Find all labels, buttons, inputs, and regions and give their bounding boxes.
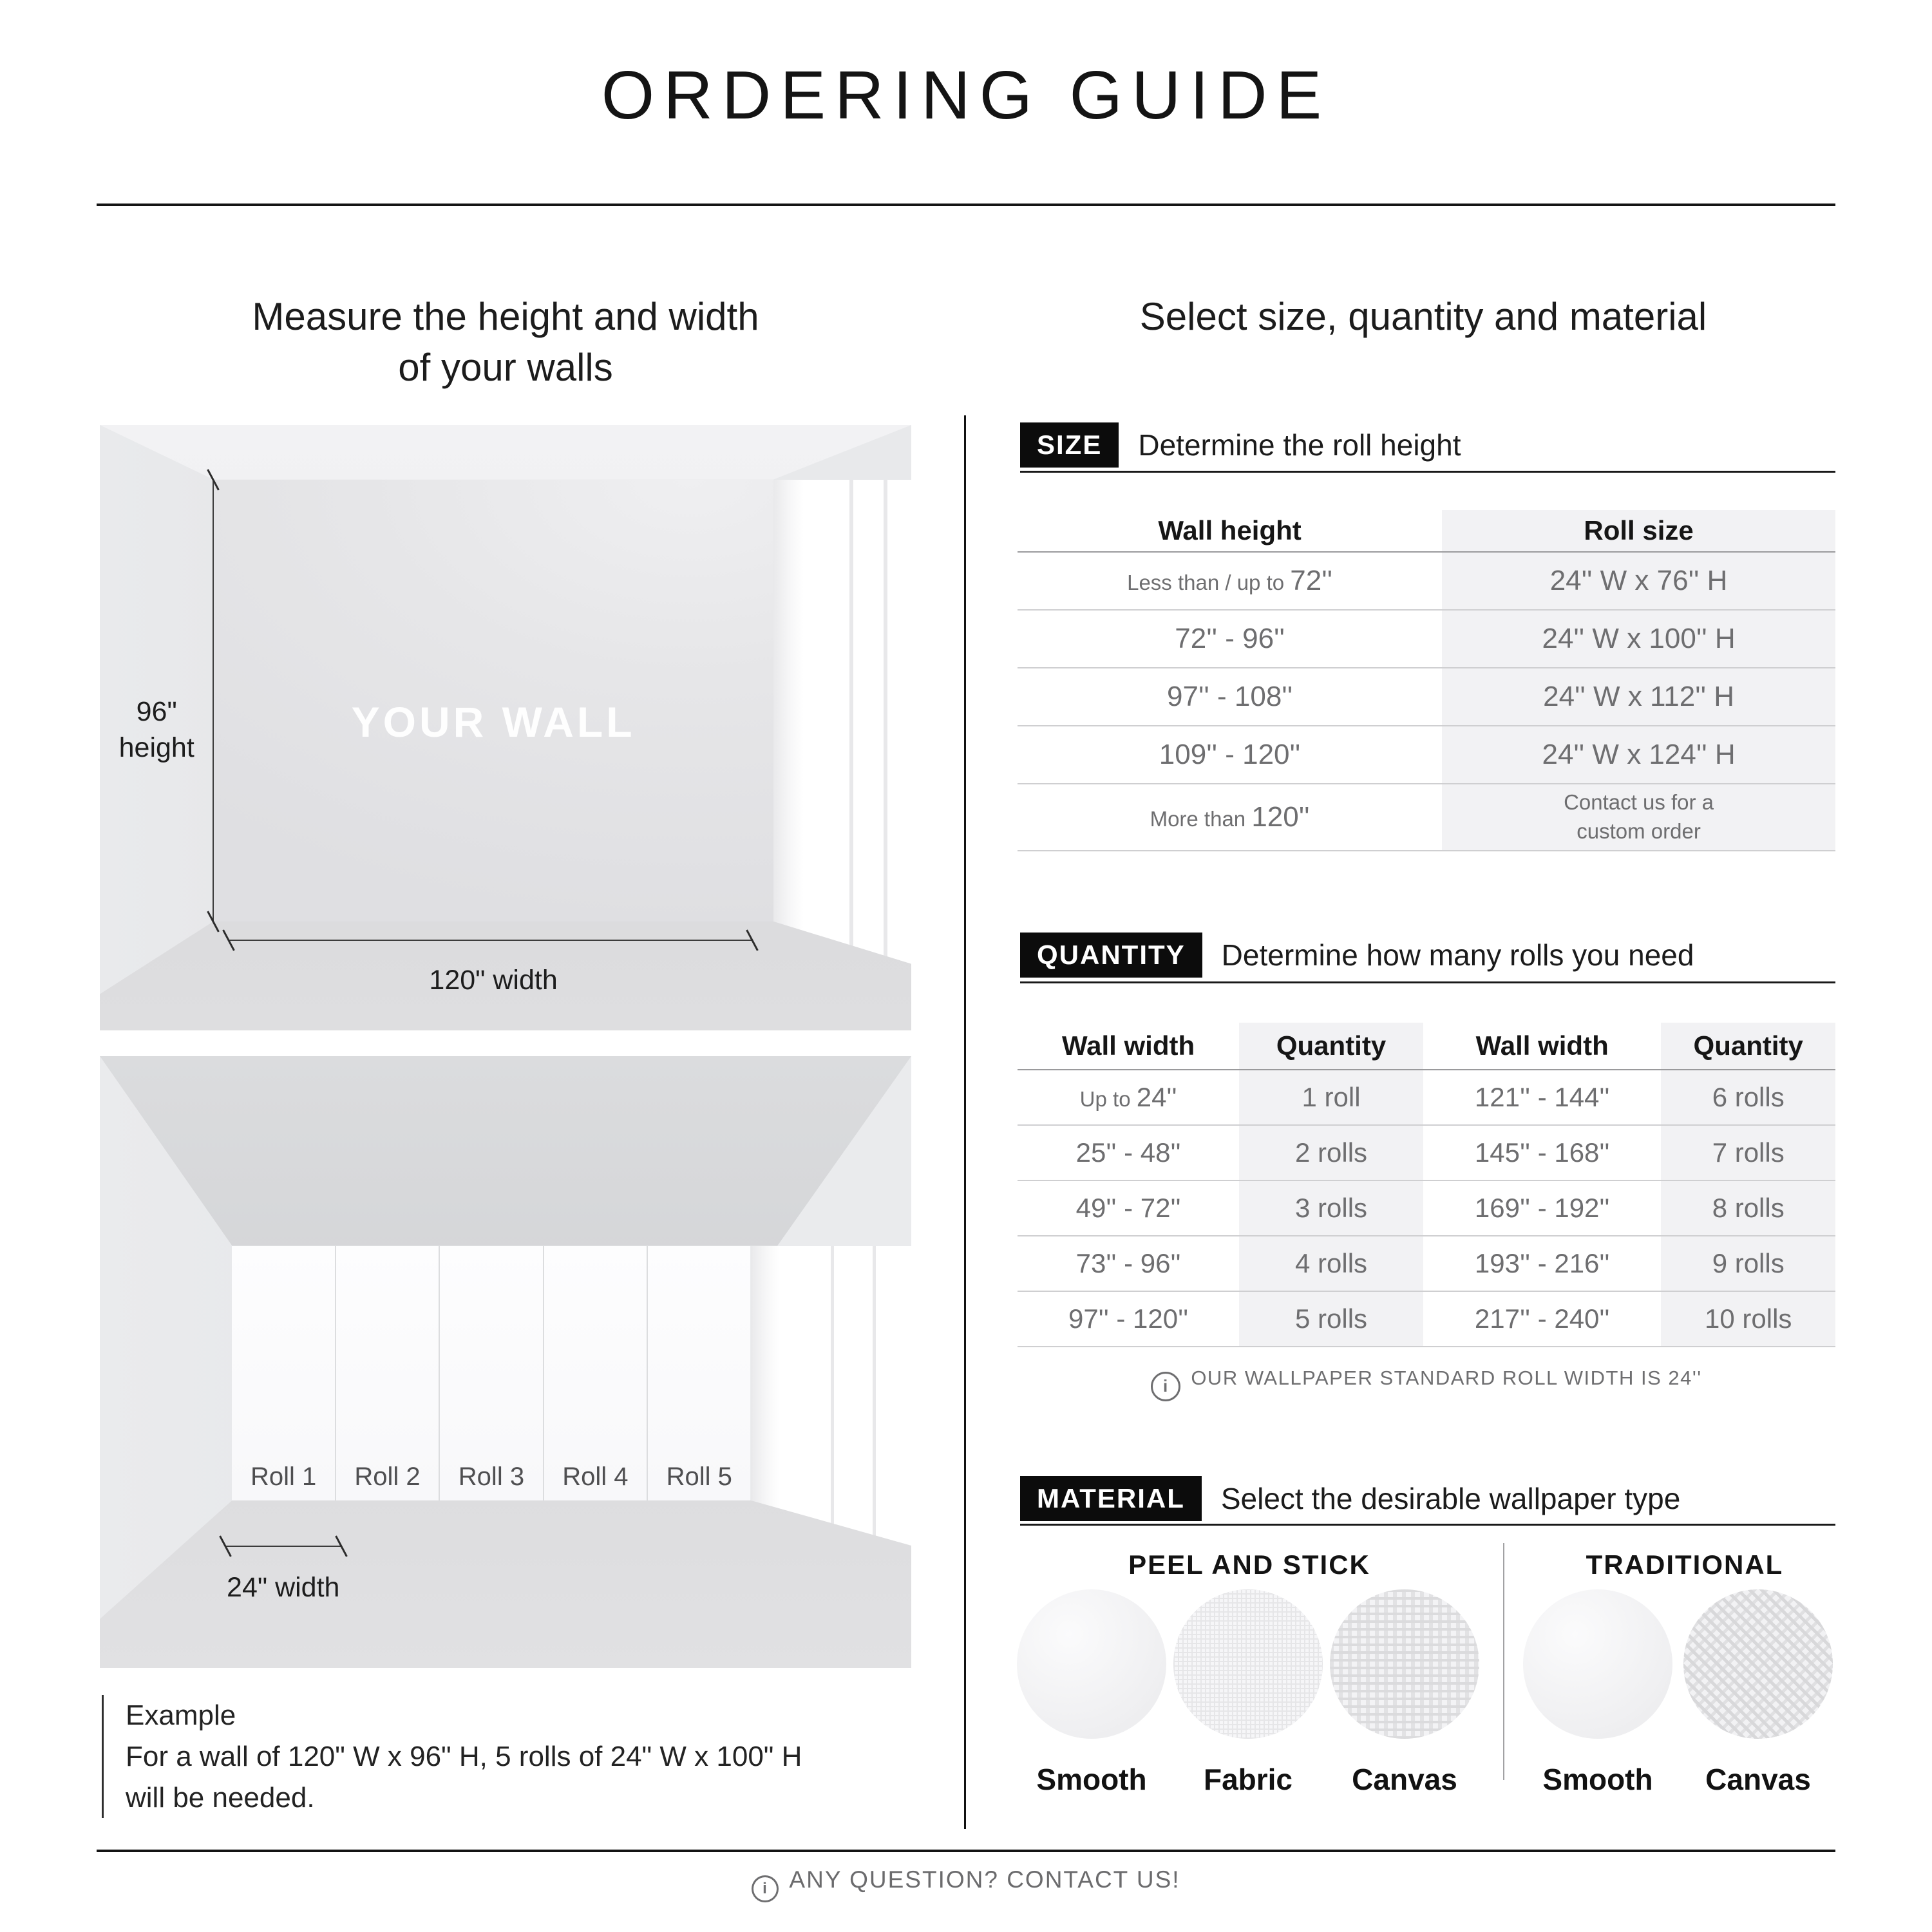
material-section-rule — [1020, 1524, 1835, 1526]
quantity-cell: 10 rolls — [1705, 1303, 1792, 1334]
roll-size-cell: 24'' W x 124'' H — [1542, 739, 1736, 770]
footer-divider — [97, 1850, 1835, 1852]
quantity-badge: QUANTITY — [1020, 933, 1202, 978]
size-section-rule — [1020, 471, 1835, 473]
quantity-cell: 7 rolls — [1712, 1137, 1785, 1168]
size-table-row — [1018, 553, 1835, 609]
size-section-header — [1020, 422, 1835, 468]
swatch-peel-fabric — [1173, 1589, 1323, 1739]
quantity-table-row — [1018, 1070, 1835, 1124]
size-table — [1018, 510, 1835, 851]
wall-width-cell: 49'' - 72'' — [1075, 1193, 1181, 1223]
roll-panel-label: Roll 3 — [458, 1462, 525, 1491]
height-value: 96" — [136, 696, 177, 728]
quantity-cell: 3 rolls — [1295, 1193, 1368, 1223]
wallpaper-roll-panels — [232, 1246, 750, 1501]
size-table-row — [1018, 784, 1835, 850]
roll-panel-label: Roll 5 — [666, 1462, 732, 1491]
height-word: height — [118, 732, 194, 764]
size-table-row — [1018, 726, 1835, 783]
quantity-section-header — [1020, 933, 1835, 978]
swatch-label: Fabric — [1203, 1763, 1293, 1796]
wall-height-value: 72'' — [1290, 565, 1333, 596]
custom-order-line1: Contact us for a — [1564, 790, 1714, 815]
room-illustration-rolls — [100, 1056, 911, 1668]
quantity-header-row — [1018, 1023, 1835, 1069]
quantity-cell: 6 rolls — [1712, 1082, 1785, 1112]
info-icon: i — [752, 1875, 779, 1902]
header-divider — [97, 204, 1835, 206]
size-table-row — [1018, 611, 1835, 667]
column-divider — [964, 415, 966, 1829]
wall-width-cell: 121'' - 144'' — [1474, 1082, 1610, 1112]
table-separator — [1018, 1346, 1835, 1347]
roll-size-cell: 24'' W x 100'' H — [1542, 623, 1736, 654]
size-col2-header: Roll size — [1584, 515, 1694, 545]
swatch-traditional-canvas — [1683, 1589, 1833, 1739]
material-badge: MATERIAL — [1020, 1476, 1202, 1521]
room1-window-mullion — [884, 480, 887, 1030]
size-subtitle: Determine the roll height — [1138, 428, 1461, 462]
wall-height-prefix: Less than / up to — [1127, 571, 1291, 594]
swatch-label: Smooth — [1542, 1763, 1653, 1796]
wall-height-cell — [1018, 801, 1442, 833]
left-heading-line2: of your walls — [398, 346, 613, 390]
quantity-cell: 1 roll — [1302, 1082, 1361, 1112]
quantity-col-header: Quantity — [1276, 1030, 1387, 1061]
wall-width-cell: 217'' - 240'' — [1474, 1303, 1610, 1334]
page-title: ORDERING GUIDE — [601, 57, 1331, 133]
footer-note-text: ANY QUESTION? CONTACT US! — [789, 1866, 1180, 1893]
left-heading-line1: Measure the height and width — [252, 295, 759, 338]
roll-width-note — [1018, 1367, 1835, 1401]
quantity-col-header: Wall width — [1062, 1030, 1195, 1061]
size-col1-header: Wall height — [1158, 515, 1302, 545]
roll-panel-label: Roll 2 — [354, 1462, 421, 1491]
size-table-row — [1018, 668, 1835, 725]
your-wall-label: YOUR WALL — [351, 698, 636, 746]
wall-width-value: 24'' — [1136, 1082, 1177, 1112]
traditional-title: TRADITIONAL — [1586, 1549, 1784, 1580]
wall-width-cell: 25'' - 48'' — [1075, 1137, 1181, 1168]
quantity-cell: 9 rolls — [1712, 1248, 1785, 1278]
roll-width-note-text: OUR WALLPAPER STANDARD ROLL WIDTH IS 24'' — [1191, 1367, 1702, 1389]
wall-width-cell: 169'' - 192'' — [1474, 1193, 1610, 1223]
quantity-col-header: Quantity — [1693, 1030, 1803, 1061]
roll-size-cell: 24'' W x 112'' H — [1543, 681, 1734, 712]
width-measure-line — [229, 940, 752, 941]
swatch-traditional-smooth — [1523, 1589, 1672, 1739]
quantity-cell: 4 rolls — [1295, 1248, 1368, 1278]
size-table-header-row — [1018, 510, 1835, 551]
material-subtitle: Select the desirable wallpaper type — [1220, 1482, 1681, 1515]
example-line2: will be needed. — [126, 1781, 315, 1814]
roll-panel-label: Roll 4 — [562, 1462, 629, 1491]
height-label — [100, 694, 213, 766]
roll-panel-label: Roll 1 — [250, 1462, 317, 1491]
quantity-section-rule — [1020, 981, 1835, 983]
table-separator — [1018, 850, 1835, 851]
quantity-table-row — [1018, 1236, 1835, 1291]
footer-note — [0, 1866, 1932, 1902]
wall-height-value: 120'' — [1251, 801, 1310, 833]
custom-order-line2: custom order — [1577, 819, 1701, 843]
wall-height-cell: 109'' - 120'' — [1159, 739, 1301, 770]
quantity-table-row — [1018, 1181, 1835, 1235]
swatch-label: Canvas — [1705, 1763, 1811, 1796]
roll-panel — [232, 1246, 336, 1501]
left-column-heading — [100, 291, 911, 393]
quantity-table — [1018, 1023, 1835, 1346]
roll-panel — [648, 1246, 750, 1501]
material-section-header — [1020, 1476, 1835, 1521]
wall-height-prefix: More than — [1150, 807, 1252, 831]
example-line1: For a wall of 120" W x 96" H, 5 rolls of 24" W x 100" H — [126, 1740, 802, 1772]
roll-size-cell: 24'' W x 76'' H — [1549, 565, 1728, 596]
wall-height-cell: 97'' - 108'' — [1167, 681, 1293, 712]
size-badge: SIZE — [1020, 422, 1119, 468]
wall-height-cell — [1018, 565, 1442, 597]
quantity-cell: 8 rolls — [1712, 1193, 1785, 1223]
roll-width-label: 24" width — [227, 1572, 340, 1603]
example-title: Example — [126, 1700, 236, 1731]
peel-and-stick-title: PEEL AND STICK — [1128, 1549, 1370, 1580]
quantity-table-row — [1018, 1292, 1835, 1346]
quantity-col-header: Wall width — [1475, 1030, 1609, 1061]
roll-width-measure-line — [225, 1546, 341, 1547]
quantity-table-row — [1018, 1126, 1835, 1180]
wall-width-cell: 97'' - 120'' — [1068, 1303, 1189, 1334]
example-block — [102, 1695, 931, 1818]
roll-panel — [336, 1246, 440, 1501]
wall-width-prefix: Up to — [1079, 1087, 1137, 1111]
wall-width-cell: 145'' - 168'' — [1474, 1137, 1610, 1168]
roll-panel — [544, 1246, 648, 1501]
swatch-peel-canvas — [1330, 1589, 1479, 1739]
info-icon: i — [1151, 1372, 1180, 1401]
right-column-heading: Select size, quantity and material — [1139, 295, 1707, 338]
swatch-label: Canvas — [1352, 1763, 1457, 1796]
wall-width-cell — [1018, 1082, 1239, 1113]
width-label: 120" width — [429, 964, 558, 996]
roll-size-cell — [1442, 788, 1835, 846]
wall-height-cell: 72'' - 96'' — [1175, 623, 1285, 654]
wall-width-cell: 73'' - 96'' — [1075, 1248, 1181, 1278]
swatch-peel-smooth — [1017, 1589, 1166, 1739]
swatch-label: Smooth — [1036, 1763, 1147, 1796]
quantity-cell: 2 rolls — [1295, 1137, 1368, 1168]
room-illustration-measure — [100, 425, 911, 1030]
material-group-divider — [1503, 1543, 1504, 1780]
wall-width-cell: 193'' - 216'' — [1474, 1248, 1610, 1278]
roll-panel — [440, 1246, 544, 1501]
quantity-cell: 5 rolls — [1295, 1303, 1368, 1334]
quantity-subtitle: Determine how many rolls you need — [1221, 938, 1694, 972]
